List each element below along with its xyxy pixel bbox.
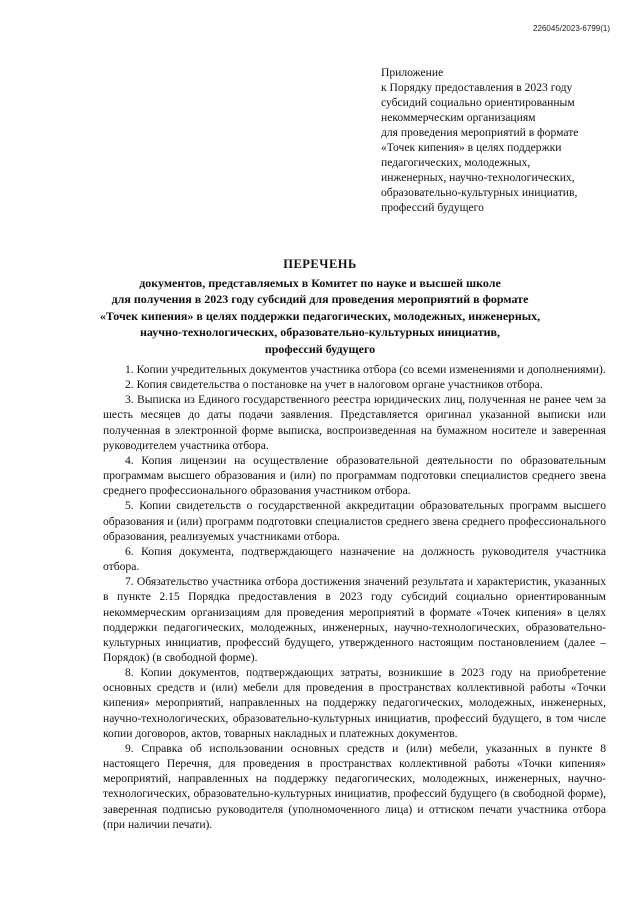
list-item: 3. Выписка из Единого государственного реестра юридических лиц, полученная не ранее чем за шесть месяцев до даты подачи заявления. Представляется оригинал указанной выписки или полученная в электронной форме выписка, воспроизведенная на бумажном носителе и заверенная руководителем участника отбора. [103, 393, 606, 452]
appendix-block [381, 65, 621, 215]
document-title [0, 256, 640, 357]
appendix-line: «Точек кипения» в целях поддержки [381, 141, 562, 154]
list-item: 7. Обязательство участника отбора достижения значений результата и характеристик, указанных в пункте 2.15 Порядка предоставления в 2023 году субсидий социально ориентированным некоммерческим организациям для проведения мероприятий в формате «Точек кипения» в целях поддержки педагогических, молодежных, инженерных, научно-технологических, образовательно-культурных инициатив, профессий будущего, утвержденного настоящим постановлением (далее – Порядок) (в свободной форме). [103, 575, 606, 664]
title-line: документов, представляемых в Комитет по науке и высшей школе [139, 275, 501, 290]
list-item: 4. Копия лицензии на осуществление образовательной деятельности по образовательным программам высшего образования и (или) по программам подготовки специалистов среднего звена среднего профессионального образования участником отбора. [103, 453, 606, 498]
document-number: 226045/2023-6799(1) [533, 24, 610, 33]
title-line: научно-технологических, образовательно-культурных инициатив, [139, 325, 501, 339]
appendix-line: образовательно-культурных инициатив, [381, 186, 578, 199]
appendix-line: профессий будущего [381, 201, 484, 214]
appendix-line: инженерных, научно-технологических, [381, 171, 575, 184]
list-item: 8. Копии документов, подтверждающих затраты, возникшие в 2023 году на приобретение основных средств и (или) мебели для проведения в пространствах коллективной работы «Точки кипения» мероприятий, направленных на поддержку педагогических, молодежных, инженерных, научно-технологических, образовательно-культурных инициатив, профессий будущего, в том числе копии договоров, актов, товарных накладных и платежных документов. [103, 666, 606, 740]
list-item: 2. Копия свидетельства о постановке на учет в налоговом органе участников отбора. [125, 378, 543, 392]
title-heading: ПЕРЕЧЕНЬ [283, 257, 357, 271]
list-item: 5. Копии свидетельств о государственной аккредитации образовательных программ высшего образования и (или) программ подготовки специалистов среднего звена среднего профессионального образования, реализуемых участниками отбора. [103, 499, 606, 543]
document-list [103, 362, 606, 832]
list-item: 1. Копии учредительных документов участника отбора (со всеми изменениями и дополнениями). [125, 363, 606, 376]
title-line: профессий будущего [264, 341, 376, 356]
list-item: 9. Справка об использовании основных средств и (или) мебели, указанных в пункте 8 настоящего Перечня, для проведения в пространствах коллективной работы «Точки кипения» мероприятий, направленных на поддержку педагогических, молодежных, инженерных, научно-технологических, образовательно-культурных инициатив, профессий будущего (в свободной форме), заверенная подписью руководителя (уполномоченного лица) и оттиском печати участника отбора (при наличии печати). [103, 741, 606, 831]
list-item: 6. Копия документа, подтверждающего назначение на должность руководителя участника отбора. [103, 544, 606, 574]
appendix-line: к Порядку предоставления в 2023 году [381, 81, 573, 94]
appendix-line: педагогических, молодежных, [381, 156, 531, 169]
title-line: для получения в 2023 году субсидий для проведения мероприятий в формате [111, 292, 529, 306]
title-line: «Точек кипения» в целях поддержки педагогических, молодежных, инженерных, [99, 308, 541, 323]
appendix-line: для проведения мероприятий в формате [381, 126, 579, 139]
appendix-line: субсидий социально ориентированным [381, 96, 575, 109]
appendix-line: Приложение [381, 66, 444, 79]
appendix-line: некоммерческим организациям [381, 111, 536, 124]
